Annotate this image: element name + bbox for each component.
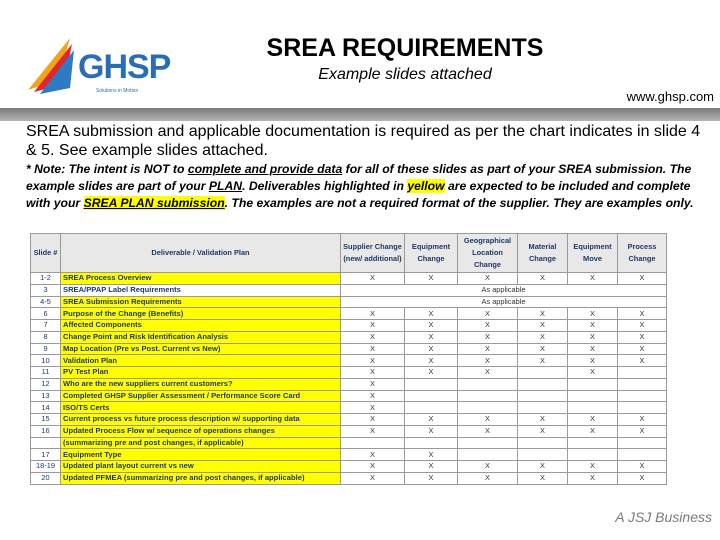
header-material-change: Material Change bbox=[518, 234, 568, 273]
slide-number: 20 bbox=[31, 472, 61, 484]
mark-cell bbox=[518, 437, 568, 449]
slide-number: 13 bbox=[31, 390, 61, 402]
mark-cell: X bbox=[405, 367, 458, 379]
mark-cell: X bbox=[618, 320, 667, 332]
table-row bbox=[31, 355, 667, 367]
mark-cell: X bbox=[405, 273, 458, 285]
header-divider-bar bbox=[0, 108, 720, 121]
deliverable-name: PV Test Plan bbox=[61, 367, 341, 379]
mark-cell: X bbox=[458, 355, 518, 367]
slide-number: 17 bbox=[31, 449, 61, 461]
mark-cell bbox=[405, 390, 458, 402]
mark-cell: X bbox=[518, 355, 568, 367]
mark-cell bbox=[618, 367, 667, 379]
mark-cell bbox=[568, 402, 618, 414]
as-applicable-cell: As applicable bbox=[341, 284, 667, 296]
mark-cell: X bbox=[518, 320, 568, 332]
mark-cell: X bbox=[568, 425, 618, 437]
mark-cell: X bbox=[618, 472, 667, 484]
mark-cell bbox=[518, 378, 568, 390]
mark-cell bbox=[618, 402, 667, 414]
mark-cell bbox=[458, 390, 518, 402]
header-equipment-move: Equipment Move bbox=[568, 234, 618, 273]
mark-cell: X bbox=[405, 414, 458, 426]
mark-cell: X bbox=[405, 461, 458, 473]
header-equipment-change: Equipment Change bbox=[405, 234, 458, 273]
ghsp-logo bbox=[28, 34, 178, 98]
mark-cell bbox=[568, 390, 618, 402]
mark-cell bbox=[568, 437, 618, 449]
deliverable-name: Validation Plan bbox=[61, 355, 341, 367]
mark-cell: X bbox=[341, 402, 405, 414]
mark-cell: X bbox=[341, 320, 405, 332]
page-title: SREA REQUIREMENTS bbox=[266, 34, 544, 62]
deliverable-name: (summarizing pre and post changes, if applicable) bbox=[61, 437, 341, 449]
deliverable-name: Updated plant layout current vs new bbox=[61, 461, 341, 473]
deliverable-name: ISO/TS Certs bbox=[61, 402, 341, 414]
mark-cell: X bbox=[458, 461, 518, 473]
mark-cell: X bbox=[405, 308, 458, 320]
mark-cell: X bbox=[518, 343, 568, 355]
mark-cell: X bbox=[518, 414, 568, 426]
slide-number: 7 bbox=[31, 320, 61, 332]
slide-number: 3 bbox=[31, 284, 61, 296]
svg-text:GHSP: GHSP bbox=[78, 48, 171, 86]
slide-number bbox=[31, 437, 61, 449]
header-deliverable: Deliverable / Validation Plan bbox=[61, 234, 341, 273]
mark-cell: X bbox=[341, 425, 405, 437]
slide-number: 16 bbox=[31, 425, 61, 437]
table-row bbox=[31, 367, 667, 379]
mark-cell: X bbox=[518, 472, 568, 484]
slide-number: 6 bbox=[31, 308, 61, 320]
mark-cell: X bbox=[518, 425, 568, 437]
mark-cell bbox=[458, 449, 518, 461]
mark-cell: X bbox=[341, 461, 405, 473]
mark-cell: X bbox=[568, 343, 618, 355]
slide-number: 18-19 bbox=[31, 461, 61, 473]
slide-number: 8 bbox=[31, 331, 61, 343]
mark-cell: X bbox=[518, 308, 568, 320]
mark-cell: X bbox=[458, 343, 518, 355]
table-row bbox=[31, 296, 667, 308]
slide-number: 1-2 bbox=[31, 273, 61, 285]
mark-cell: X bbox=[618, 273, 667, 285]
mark-cell: X bbox=[405, 331, 458, 343]
mark-cell: X bbox=[341, 331, 405, 343]
slide-number: 9 bbox=[31, 343, 61, 355]
mark-cell: X bbox=[405, 320, 458, 332]
mark-cell: X bbox=[568, 273, 618, 285]
mark-cell: X bbox=[341, 367, 405, 379]
mark-cell: X bbox=[458, 414, 518, 426]
table-row bbox=[31, 320, 667, 332]
deliverable-name: Purpose of the Change (Benefits) bbox=[61, 308, 341, 320]
as-applicable-cell: As applicable bbox=[341, 296, 667, 308]
mark-cell bbox=[518, 367, 568, 379]
mark-cell: X bbox=[568, 320, 618, 332]
mark-cell: X bbox=[458, 472, 518, 484]
mark-cell: X bbox=[458, 320, 518, 332]
mark-cell: X bbox=[568, 331, 618, 343]
mark-cell: X bbox=[568, 355, 618, 367]
table-row bbox=[31, 390, 667, 402]
mark-cell bbox=[518, 402, 568, 414]
mark-cell: X bbox=[618, 343, 667, 355]
table-row bbox=[31, 449, 667, 461]
mark-cell: X bbox=[341, 449, 405, 461]
table-row bbox=[31, 437, 667, 449]
mark-cell: X bbox=[341, 378, 405, 390]
mark-cell: X bbox=[341, 308, 405, 320]
header-process-change: Process Change bbox=[618, 234, 667, 273]
slide-number: 15 bbox=[31, 414, 61, 426]
mark-cell bbox=[458, 378, 518, 390]
slide-number: 4-5 bbox=[31, 296, 61, 308]
mark-cell: X bbox=[405, 343, 458, 355]
deliverable-name: Change Point and Risk Identification Analysis bbox=[61, 331, 341, 343]
table-row bbox=[31, 378, 667, 390]
table-row bbox=[31, 472, 667, 484]
mark-cell: X bbox=[568, 461, 618, 473]
mark-cell: X bbox=[458, 308, 518, 320]
table-row bbox=[31, 273, 667, 285]
mark-cell: X bbox=[458, 331, 518, 343]
deliverable-name: Who are the new suppliers current customers? bbox=[61, 378, 341, 390]
slide-number: 11 bbox=[31, 367, 61, 379]
table-header-row bbox=[31, 234, 667, 273]
header-slide: Slide # bbox=[31, 234, 61, 273]
deliverable-name: Equipment Type bbox=[61, 449, 341, 461]
mark-cell: X bbox=[458, 367, 518, 379]
page-subtitle: Example slides attached bbox=[318, 66, 492, 83]
mark-cell: X bbox=[618, 461, 667, 473]
ghsp-logo-graphic bbox=[28, 34, 178, 98]
mark-cell: X bbox=[518, 331, 568, 343]
slide-number: 10 bbox=[31, 355, 61, 367]
table-row bbox=[31, 461, 667, 473]
mark-cell bbox=[568, 378, 618, 390]
mark-cell: X bbox=[405, 425, 458, 437]
mark-cell: X bbox=[341, 390, 405, 402]
mark-cell bbox=[518, 449, 568, 461]
mark-cell: X bbox=[618, 355, 667, 367]
mark-cell: X bbox=[568, 414, 618, 426]
mark-cell: X bbox=[458, 273, 518, 285]
intro-text: SREA submission and applicable documentation is required as per the chart indicates in slide 4 & 5. See example slides attached. bbox=[26, 123, 701, 159]
table-row bbox=[31, 331, 667, 343]
mark-cell: X bbox=[568, 472, 618, 484]
table-row bbox=[31, 343, 667, 355]
table-body bbox=[31, 273, 667, 485]
deliverable-name: Updated Process Flow w/ sequence of operations changes bbox=[61, 425, 341, 437]
table-row bbox=[31, 402, 667, 414]
mark-cell: X bbox=[341, 273, 405, 285]
mark-cell bbox=[618, 378, 667, 390]
mark-cell bbox=[518, 390, 568, 402]
mark-cell bbox=[458, 402, 518, 414]
mark-cell: X bbox=[618, 425, 667, 437]
note-text: * Note: The intent is NOT to complete and provide data for all of these slides as part of your SREA submission. The example slides are part of your PLAN. Deliverables highlighted in yellow are expected to be included and complete with your SREA PLAN submission. The examples are not a required format of the supplier. They are examples only. bbox=[26, 162, 694, 210]
mark-cell: X bbox=[405, 355, 458, 367]
mark-cell bbox=[618, 390, 667, 402]
mark-cell bbox=[341, 437, 405, 449]
mark-cell bbox=[458, 437, 518, 449]
deliverable-name: SREA/PPAP Label Requirements bbox=[61, 284, 341, 296]
slide-number: 12 bbox=[31, 378, 61, 390]
website-url: www.ghsp.com bbox=[626, 89, 714, 104]
mark-cell bbox=[618, 437, 667, 449]
mark-cell bbox=[568, 449, 618, 461]
mark-cell bbox=[618, 449, 667, 461]
header-supplier-change: Supplier Change (new/ additional) bbox=[341, 234, 405, 273]
mark-cell bbox=[405, 402, 458, 414]
mark-cell: X bbox=[341, 472, 405, 484]
deliverable-name: Updated PFMEA (summarizing pre and post changes, if applicable) bbox=[61, 472, 341, 484]
deliverable-name: Affected Components bbox=[61, 320, 341, 332]
mark-cell bbox=[405, 378, 458, 390]
deliverable-name: SREA Process Overview bbox=[61, 273, 341, 285]
mark-cell: X bbox=[341, 355, 405, 367]
mark-cell: X bbox=[405, 472, 458, 484]
footer-brand: A JSJ Business bbox=[615, 509, 712, 525]
mark-cell: X bbox=[618, 414, 667, 426]
deliverable-name: Current process vs future process description w/ supporting data bbox=[61, 414, 341, 426]
mark-cell: X bbox=[458, 425, 518, 437]
requirements-table bbox=[30, 233, 667, 485]
header-geographical-change: Geographical Location Change bbox=[458, 234, 518, 273]
mark-cell: X bbox=[618, 308, 667, 320]
mark-cell: X bbox=[568, 308, 618, 320]
table-row bbox=[31, 308, 667, 320]
deliverable-name: SREA Submission Requirements bbox=[61, 296, 341, 308]
mark-cell: X bbox=[341, 414, 405, 426]
table-row bbox=[31, 425, 667, 437]
mark-cell: X bbox=[518, 273, 568, 285]
table-row bbox=[31, 284, 667, 296]
mark-cell: X bbox=[618, 331, 667, 343]
slide-number: 14 bbox=[31, 402, 61, 414]
mark-cell: X bbox=[568, 367, 618, 379]
deliverable-name: Map Location (Pre vs Post. Current vs New) bbox=[61, 343, 341, 355]
table-row bbox=[31, 414, 667, 426]
mark-cell: X bbox=[405, 449, 458, 461]
mark-cell: X bbox=[518, 461, 568, 473]
mark-cell: X bbox=[341, 343, 405, 355]
deliverable-name: Completed GHSP Supplier Assessment / Performance Score Card bbox=[61, 390, 341, 402]
mark-cell bbox=[405, 437, 458, 449]
svg-text:Solutions in Motion: Solutions in Motion bbox=[96, 88, 139, 94]
